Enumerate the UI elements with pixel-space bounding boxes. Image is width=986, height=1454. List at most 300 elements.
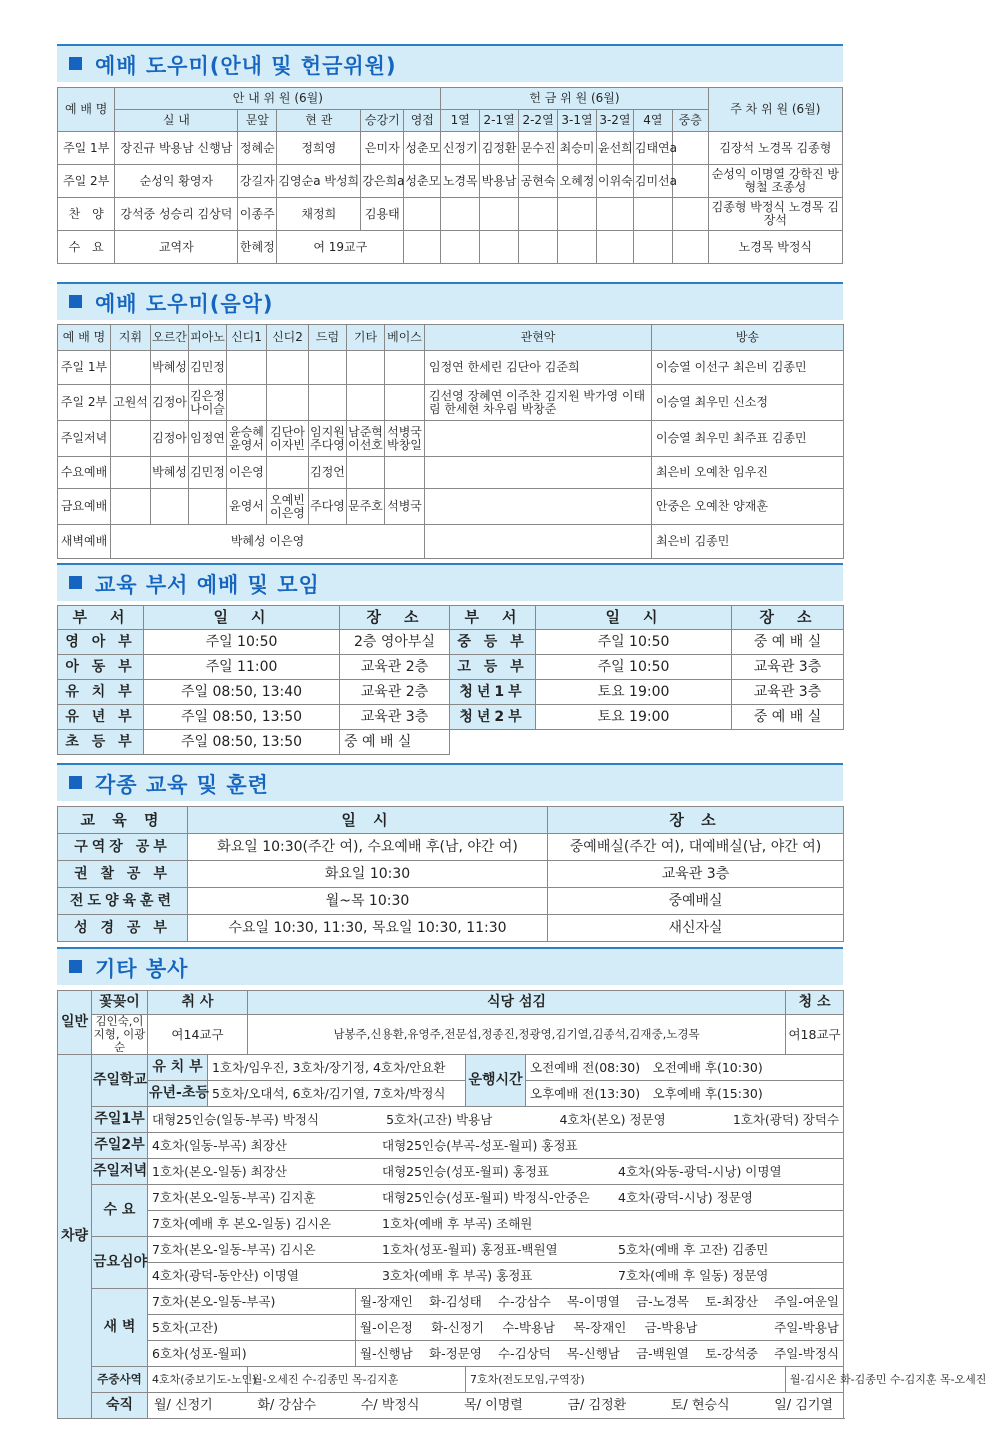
dept-name: 중 등 부 <box>450 630 536 655</box>
cell: 주일 11:00 <box>144 655 340 680</box>
header-cell: 신디1 <box>227 325 267 351</box>
table-row <box>58 834 844 861</box>
broadcast-cell: 이승열 이선구 최은비 김종민 <box>652 351 844 385</box>
cell <box>519 198 558 231</box>
cell: 박용남 <box>480 165 519 198</box>
section-header-ushers <box>57 44 843 82</box>
cell: 여14교구 <box>148 1015 248 1055</box>
cell: 정희영 <box>277 132 361 165</box>
item: 수/ 박정식 <box>360 1398 420 1413</box>
header-cell: 부 서 <box>58 606 144 630</box>
cell: 주일 08:50, 13:50 <box>144 730 340 755</box>
header-cell: 방송 <box>652 325 844 351</box>
sub-header: 4열 <box>633 110 672 132</box>
cell: 교육관 2층 <box>340 655 450 680</box>
cell: 교역자 <box>115 231 238 264</box>
section-header-training <box>57 763 843 801</box>
sub-header: 3-1열 <box>558 110 597 132</box>
table-row <box>58 1367 844 1393</box>
item: 월/ 신정기 <box>154 1398 213 1413</box>
cell: 남봉주,신용환,유영주,전문섭,정종진,정광영,김기열,김종석,김재중,노경목 <box>248 1015 786 1055</box>
course-name: 구역장 공부 <box>58 834 188 861</box>
row-name: 주일저녁 <box>58 421 111 457</box>
item: 7호차(예배 후 일동) 정문영 <box>618 1268 769 1283</box>
table-row <box>58 1315 844 1341</box>
orchestra-cell <box>425 457 652 489</box>
item: 화/ 강삼수 <box>257 1398 317 1413</box>
item: 금-박용남 <box>644 1320 698 1335</box>
cell: 2층 영아부실 <box>340 630 450 655</box>
square-bullet-icon <box>69 776 82 789</box>
cell <box>111 421 151 457</box>
item: 1호차(성포-월피) 홍정표-백원열 <box>382 1242 558 1257</box>
cell: 고원석 <box>111 385 151 421</box>
square-bullet-icon <box>69 576 82 589</box>
item: 대형25인승(성포-월피) 박정식-안중은 <box>382 1190 590 1205</box>
table-row <box>58 1055 844 1081</box>
item: 수-박용남 <box>502 1320 556 1335</box>
item: 목-신행남 <box>567 1346 620 1361</box>
table-row <box>58 385 844 421</box>
sub-header: 2-2열 <box>519 110 558 132</box>
table-row <box>58 1237 844 1263</box>
orchestra-cell: 임정연 한세린 김단아 김준희 <box>425 351 652 385</box>
row-name: 주일 2부 <box>58 165 115 198</box>
car-cell: 4호차(중보기도-노인) <box>148 1367 248 1393</box>
row-name: 새벽예배 <box>58 525 111 559</box>
cell: 윤승혜 윤영서 <box>227 421 267 457</box>
header-cell: 피아노 <box>189 325 227 351</box>
header-cell: 베이스 <box>385 325 425 351</box>
row-name: 수요예배 <box>58 457 111 489</box>
cell: 교육관 3층 <box>732 655 844 680</box>
cell: 김민정 <box>189 457 227 489</box>
car-cell: 7호차(본오-일동-부곡) <box>148 1289 356 1315</box>
cell: 김정아 <box>151 421 189 457</box>
cell: 문주호 <box>347 489 385 525</box>
item: 화-신정기 <box>431 1320 484 1335</box>
cell: 김태연a <box>633 132 672 165</box>
broadcast-cell: 최은비 오예찬 임우진 <box>652 457 844 489</box>
item: 4호차(와동-광덕-시낭) 이명열 <box>618 1164 782 1179</box>
broadcast-cell: 최은비 김종민 <box>652 525 844 559</box>
header-cell: 장 소 <box>340 606 450 630</box>
header-cell: 취 사 <box>148 991 248 1015</box>
items-cell <box>148 1185 844 1211</box>
night-duty-cell <box>148 1393 844 1419</box>
item: 목-이명열 <box>567 1294 620 1309</box>
cell: 토요 19:00 <box>536 680 732 705</box>
cell: 주일 08:50, 13:50 <box>144 705 340 730</box>
sub-header: 문앞 <box>238 110 277 132</box>
table-row <box>58 861 844 888</box>
cell: 석병국 <box>385 489 425 525</box>
orchestra-cell <box>425 489 652 525</box>
item: 화-김성태 <box>429 1294 482 1309</box>
table-row <box>58 1341 844 1367</box>
course-name: 전도양육훈련 <box>58 888 188 915</box>
items-cell <box>148 1133 844 1159</box>
table-row <box>58 525 844 559</box>
item: 대형25인승(부곡-성포-월피) 홍정표 <box>382 1138 578 1153</box>
item: 4호차(광덕-시낭) 정문영 <box>618 1190 753 1205</box>
cell: 박혜성 <box>151 457 189 489</box>
header-cell: 교 육 명 <box>58 807 188 834</box>
section-title: 교육 부서 예배 및 모임 <box>95 573 320 597</box>
table-row <box>58 1015 844 1055</box>
item: 수-강삼수 <box>498 1294 551 1309</box>
table-row <box>58 1185 844 1211</box>
items-cell <box>148 1107 844 1133</box>
header-parking: 주 차 위 원 (6월) <box>708 88 842 132</box>
cell <box>404 198 441 231</box>
table-row <box>58 1081 844 1107</box>
cell: 오예빈 이은영 <box>267 489 309 525</box>
table-row <box>58 730 844 755</box>
header-cell: 청 소 <box>786 991 844 1015</box>
table-row <box>58 1263 844 1289</box>
cell: 중예배실 <box>548 888 844 915</box>
parking-cell: 김종형 박정식 노경목 김장석 <box>708 198 842 231</box>
cell <box>633 198 672 231</box>
parking-cell: 노경목 박정식 <box>708 231 842 264</box>
cell: 수요일 10:30, 11:30, 목요일 10:30, 11:30 <box>188 915 548 942</box>
item: 월-장재인 <box>360 1294 413 1309</box>
item: 4호차(본오) 정문영 <box>559 1112 666 1127</box>
cell: 오후예배 전(13:30) 오후예배 후(15:30) <box>526 1081 844 1107</box>
sub-header: 현 관 <box>277 110 361 132</box>
cell: 윤영서 <box>227 489 267 525</box>
cell: 오혜정 <box>558 165 597 198</box>
cell: 김은정 나이슬 <box>189 385 227 421</box>
table-row <box>58 132 843 165</box>
cell: 오전예배 전(08:30) 오전예배 후(10:30) <box>526 1055 844 1081</box>
course-name: 성 경 공 부 <box>58 915 188 942</box>
cell: 교육관 3층 <box>732 680 844 705</box>
header-cell: 오르간 <box>151 325 189 351</box>
cell: 강석중 성승리 김상덕 <box>115 198 238 231</box>
service-table <box>57 990 986 1419</box>
cell: 교육관 2층 <box>340 680 450 705</box>
header-cell: 예 배 명 <box>58 325 111 351</box>
item: 1호차(본오-일동) 최장산 <box>152 1164 287 1179</box>
table-row <box>58 705 844 730</box>
table-row <box>58 351 844 385</box>
cell: 김정언 <box>309 457 347 489</box>
table-row <box>58 165 843 198</box>
cell: 강길자 <box>238 165 277 198</box>
header-cell: 지휘 <box>111 325 151 351</box>
cell: 월-오세진 수-김종민 목-김지훈 <box>248 1367 466 1393</box>
header-cell: 기타 <box>347 325 385 351</box>
item: 대형25인승(일동-부곡) 박정식 <box>152 1112 319 1127</box>
table-row <box>58 1211 844 1237</box>
row-name: 주일 2부 <box>58 385 111 421</box>
cell <box>267 457 309 489</box>
cell: 김단아 이자빈 <box>267 421 309 457</box>
cell: 채정희 <box>277 198 361 231</box>
row-name: 주중사역 <box>92 1367 148 1393</box>
square-bullet-icon <box>69 57 82 70</box>
cell <box>441 198 480 231</box>
broadcast-cell: 안중은 오예찬 양재훈 <box>652 489 844 525</box>
row-name: 주일 1부 <box>58 132 115 165</box>
cell: 강은희a <box>361 165 404 198</box>
row-name: 주일 1부 <box>58 351 111 385</box>
orchestra-cell: 김선영 장혜연 이주찬 김지원 박가영 이태림 한세현 차우림 박창준 <box>425 385 652 421</box>
items-cell <box>148 1263 844 1289</box>
header-cell: 드럼 <box>309 325 347 351</box>
cell: 박혜성 <box>151 351 189 385</box>
table-row <box>58 231 843 264</box>
item: 7호차(예배 후 본오-일동) 김시온 <box>152 1216 332 1231</box>
cell: 김용태 <box>361 198 404 231</box>
table-row <box>58 1107 844 1133</box>
item: 토-강석중 <box>705 1346 758 1361</box>
cell: 여18교구 <box>786 1015 844 1055</box>
cell: 윤선희 <box>596 132 633 165</box>
cell <box>558 198 597 231</box>
dept-name: 유 치 부 <box>58 680 144 705</box>
cell <box>111 457 151 489</box>
item: 목/ 이명렬 <box>464 1398 523 1413</box>
cell: 김미선a <box>633 165 672 198</box>
schedule-cell <box>356 1315 844 1341</box>
schedule-cell <box>356 1341 844 1367</box>
cell: 주다영 <box>309 489 347 525</box>
parking-cell: 김장석 노경목 김종형 <box>708 132 842 165</box>
cell: 화요일 10:30 <box>188 861 548 888</box>
item: 대형25인승(성포-월피) 홍정표 <box>382 1164 549 1179</box>
music-table <box>57 324 843 559</box>
sub-header: 승강기 <box>361 110 404 132</box>
header-cell: 식당 섬김 <box>248 991 786 1015</box>
table-row <box>58 198 843 231</box>
item: 4호차(일동-부곡) 최장산 <box>152 1138 287 1153</box>
sub-header: 1열 <box>441 110 480 132</box>
item: 7호차(본오-일동-부곡) 김지훈 <box>152 1190 316 1205</box>
item: 금-백원열 <box>636 1346 689 1361</box>
cell: 중 예 배 실 <box>340 730 450 755</box>
cell: 교육관 3층 <box>548 861 844 888</box>
general-label: 일반 <box>58 991 92 1055</box>
item: 월-신행남 <box>360 1346 413 1361</box>
orchestra-cell <box>425 525 652 559</box>
sub-header: 3-2열 <box>596 110 633 132</box>
item: 4호차(광덕-동안산) 이명열 <box>152 1268 299 1283</box>
header-offering: 헌 금 위 원 (6월) <box>441 88 708 110</box>
cell: 박혜성 이은영 <box>111 525 425 559</box>
row-name: 새 벽 <box>92 1289 148 1367</box>
cell: 주일 10:50 <box>536 630 732 655</box>
item: 1호차(예배 후 부곡) 조해원 <box>382 1216 533 1231</box>
dept-name: 유 년 부 <box>58 705 144 730</box>
orchestra-cell <box>425 421 652 457</box>
table-row <box>58 1289 844 1315</box>
cell: 토요 19:00 <box>536 705 732 730</box>
items-cell <box>148 1159 844 1185</box>
item: 월-이은정 <box>360 1320 413 1335</box>
header-guide: 안 내 위 원 (6월) <box>115 88 441 110</box>
row-name: 금요예배 <box>58 489 111 525</box>
run-time-label: 운행시간 <box>466 1055 526 1107</box>
section-header-other-service <box>57 947 843 985</box>
item: 1호차(광덕) 장덕수 <box>732 1112 840 1127</box>
header-cell: 일 시 <box>536 606 732 630</box>
cell: 최승미 <box>558 132 597 165</box>
parking-cell: 순성익 이명열 강학진 방형철 조종성 <box>708 165 842 198</box>
cell <box>480 198 519 231</box>
square-bullet-icon <box>69 960 82 973</box>
table-row <box>58 1159 844 1185</box>
cell <box>111 351 151 385</box>
item: 3호차(예배 후 부곡) 홍정표 <box>382 1268 533 1283</box>
vehicle-label: 차량 <box>58 1055 92 1419</box>
cell <box>672 198 708 231</box>
header-cell: 장 소 <box>732 606 844 630</box>
cell: 문수진 <box>519 132 558 165</box>
table-row <box>58 915 844 942</box>
section-title: 기타 봉사 <box>95 957 189 981</box>
item: 토-최장산 <box>705 1294 758 1309</box>
table-row <box>58 630 844 655</box>
cell: 중 예 배 실 <box>732 630 844 655</box>
row-name: 찬 양 <box>58 198 115 231</box>
section-title: 예배 도우미(안내 및 헌금위원) <box>95 54 397 78</box>
row-name: 주일2부 <box>92 1133 148 1159</box>
section-header-education-depts <box>57 563 843 601</box>
row-name: 수 요 <box>92 1185 148 1237</box>
item: 수-김상덕 <box>498 1346 551 1361</box>
dept-name: 유 치 부 <box>148 1055 208 1081</box>
cell: 석병국 박창일 <box>385 421 425 457</box>
cell: 이은영 <box>227 457 267 489</box>
dept-name: 고 등 부 <box>450 655 536 680</box>
sub-header: 중층 <box>672 110 708 132</box>
cell: 중예배실(주간 여), 대예배실(남, 야간 여) <box>548 834 844 861</box>
row-name: 주일1부 <box>92 1107 148 1133</box>
cell: 5호차/오대석, 6호차/김기열, 7호차/박정식 <box>208 1081 466 1107</box>
row-name: 수 요 <box>58 231 115 264</box>
ushers-table <box>57 87 843 264</box>
sub-header: 2-1열 <box>480 110 519 132</box>
cell: 순성익 황영자 <box>115 165 238 198</box>
dept-name: 청년2부 <box>450 705 536 730</box>
cell: 월-김시온 화-김종민 수-김지훈 목-오세진 <box>786 1367 844 1393</box>
header-cell: 부 서 <box>450 606 536 630</box>
table-row <box>58 421 844 457</box>
item: 5호차(예배 후 고잔) 김종민 <box>618 1242 769 1257</box>
cell: 교육관 3층 <box>340 705 450 730</box>
cell <box>672 132 708 165</box>
header-worship-name: 예 배 명 <box>58 88 115 132</box>
square-bullet-icon <box>69 295 82 308</box>
cell: 월~목 10:30 <box>188 888 548 915</box>
sub-header: 실 내 <box>115 110 238 132</box>
cell: 김영순a 박성희 <box>277 165 361 198</box>
cell: 이위숙 <box>596 165 633 198</box>
item: 주일-박용남 <box>774 1320 840 1335</box>
dept-name: 유년-초등 <box>148 1081 208 1107</box>
broadcast-cell: 이승열 최우민 신소정 <box>652 385 844 421</box>
cell: 남준혁 이선호 <box>347 421 385 457</box>
items-cell <box>148 1237 844 1263</box>
education-dept-table <box>57 605 843 755</box>
cell: 정혜순 <box>238 132 277 165</box>
dept-name: 영 아 부 <box>58 630 144 655</box>
cell: 신정기 <box>441 132 480 165</box>
cell: 김정아 <box>151 385 189 421</box>
cell: 이종주 <box>238 198 277 231</box>
item: 금/ 김정환 <box>567 1398 627 1413</box>
cell: 김인숙,이지형, 이광순 <box>92 1015 148 1055</box>
row-name: 주일저녁 <box>92 1159 148 1185</box>
header-cell: 신디2 <box>267 325 309 351</box>
table-row <box>58 489 844 525</box>
car-cell: 6호차(성포-월피) <box>148 1341 356 1367</box>
item: 5호차(고잔) 박용남 <box>386 1112 493 1127</box>
item: 토/ 현승식 <box>670 1398 730 1413</box>
header-cell: 장 소 <box>548 807 844 834</box>
cell: 김정환 <box>480 132 519 165</box>
cell: 주일 10:50 <box>144 630 340 655</box>
table-row <box>58 680 844 705</box>
night-duty-label: 숙직 <box>92 1393 148 1419</box>
cell: 성춘모 <box>404 132 441 165</box>
cell: 임지원 주다영 <box>309 421 347 457</box>
section-header-music <box>57 282 843 320</box>
items-cell <box>148 1211 844 1237</box>
item: 일/ 김기열 <box>774 1398 833 1413</box>
cell: 장진규 박용남 신행남 <box>115 132 238 165</box>
dept-name: 초 등 부 <box>58 730 144 755</box>
dept-name: 아 동 부 <box>58 655 144 680</box>
item: 주일-박정식 <box>774 1346 839 1361</box>
cell: 김민정 <box>189 351 227 385</box>
course-name: 권 찰 공 부 <box>58 861 188 888</box>
cell: 여 19교구 <box>277 231 404 264</box>
table-row <box>58 1133 844 1159</box>
schedule-cell <box>356 1289 844 1315</box>
item: 7호차(본오-일동-부곡) 김시온 <box>152 1242 316 1257</box>
cell: 공현숙 <box>519 165 558 198</box>
section-title: 예배 도우미(음악) <box>95 292 274 316</box>
table-row <box>58 655 844 680</box>
table-row <box>58 888 844 915</box>
training-table <box>57 806 843 942</box>
cell: 주일 10:50 <box>536 655 732 680</box>
item: 주일-여운일 <box>774 1294 839 1309</box>
item: 목-장재인 <box>573 1320 627 1335</box>
cell: 성춘모 <box>404 165 441 198</box>
header-cell: 관현악 <box>425 325 652 351</box>
sub-header: 영접 <box>404 110 441 132</box>
header-cell: 꽃꽂이 <box>92 991 148 1015</box>
cell: 한혜정 <box>238 231 277 264</box>
row-name: 주일학교 <box>92 1055 148 1107</box>
table-row <box>58 1393 844 1419</box>
dept-name: 청년1부 <box>450 680 536 705</box>
cell: 주일 08:50, 13:40 <box>144 680 340 705</box>
cell: 은미자 <box>361 132 404 165</box>
cell <box>672 165 708 198</box>
header-cell: 일 시 <box>188 807 548 834</box>
cell: 화요일 10:30(주간 여), 수요예배 후(남, 야간 여) <box>188 834 548 861</box>
item: 화-정문영 <box>429 1346 482 1361</box>
item: 금-노경목 <box>636 1294 689 1309</box>
header-cell: 일 시 <box>144 606 340 630</box>
car-cell: 5호차(고잔) <box>148 1315 356 1341</box>
